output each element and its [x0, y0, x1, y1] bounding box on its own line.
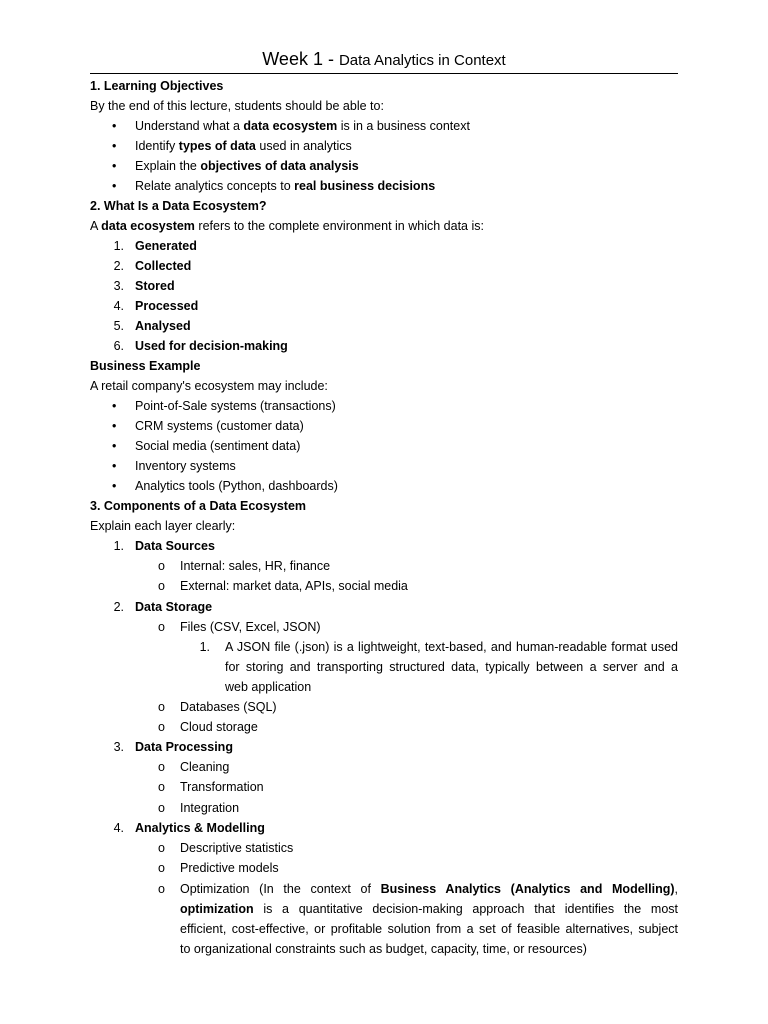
section-3-heading: 3. Components of a Data Ecosystem [90, 499, 307, 513]
section-3-intro: Explain each layer clearly: [90, 519, 236, 533]
bullet-icon: • [112, 419, 117, 433]
section-1-intro: By the end of this lecture, students should be able to: [90, 99, 384, 113]
section-2-intro: A data ecosystem refers to the complete environment in which data is: [90, 219, 484, 233]
bullet-icon: • [112, 119, 117, 133]
business-example-heading: Business Example [90, 359, 201, 373]
title-underline [90, 73, 678, 74]
page-title [90, 46, 678, 74]
section-1-heading: 1. Learning Objectives [90, 79, 224, 93]
bullet-icon: • [112, 179, 117, 193]
bullet-icon: • [112, 139, 117, 153]
bullet-icon: • [112, 439, 117, 453]
bullet-icon: • [112, 479, 117, 493]
bullet-icon: • [112, 399, 117, 413]
business-example-intro: A retail company's ecosystem may include: [90, 379, 328, 393]
section-2-heading: 2. What Is a Data Ecosystem? [90, 199, 267, 213]
title-week: Week 1 - [262, 49, 339, 69]
bullet-icon: • [112, 459, 117, 473]
title-topic: Data Analytics in Context [338, 52, 506, 69]
bullet-icon: • [112, 159, 117, 173]
